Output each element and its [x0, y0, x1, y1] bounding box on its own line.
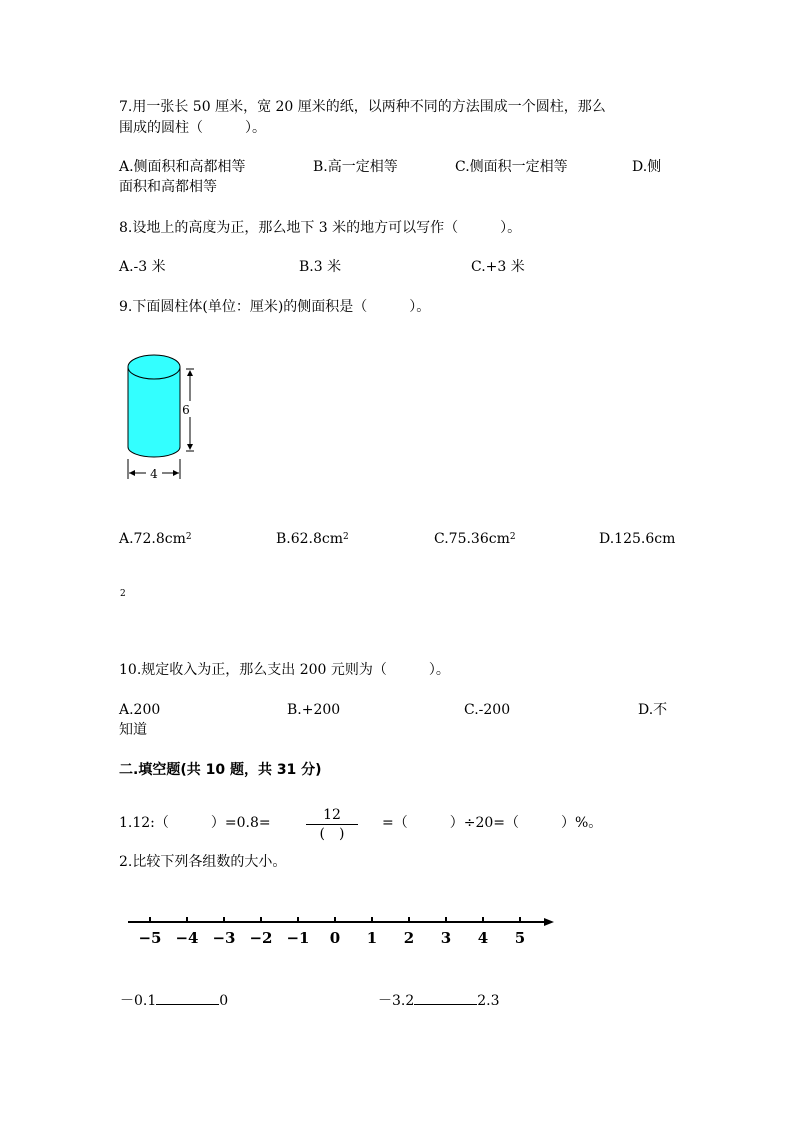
- f1-part2: =（ ）÷20=（ ）%。: [382, 815, 603, 831]
- q9-option-d-text: D.125.6cm: [599, 531, 676, 547]
- q9-option-b-sup: 2: [343, 532, 349, 542]
- q7-option-b[interactable]: B.高一定相等: [313, 159, 398, 175]
- q9-option-a-text: A.72.8cm: [119, 531, 186, 547]
- q10-option-a[interactable]: A.200: [119, 702, 161, 718]
- number-line-label: 0: [329, 929, 341, 947]
- section-title: 二.填空题(共 10 题，共 31 分): [119, 762, 322, 778]
- q9-option-d[interactable]: [599, 529, 675, 549]
- q7-stem-line1: 7.用一张长 50 厘米，宽 20 厘米的纸，以两种不同的方法围成一个圆柱，那么: [119, 99, 606, 115]
- cylinder-height-label: 6: [182, 403, 190, 417]
- f1-fraction: [302, 806, 362, 843]
- q9-option-a[interactable]: [119, 529, 192, 549]
- number-line-label: −5: [138, 929, 162, 947]
- compare-1-left: －0.1: [120, 993, 157, 1009]
- compare-1-right: 0: [219, 993, 229, 1009]
- q10-option-d[interactable]: D.不: [638, 702, 668, 718]
- q9-option-c-text: C.75.36cm: [434, 531, 510, 547]
- number-line-label: −1: [286, 929, 310, 947]
- f2-stem: 2.比较下列各组数的大小。: [119, 854, 287, 870]
- q9-option-b-text: B.62.8cm: [276, 531, 344, 547]
- q8-option-a[interactable]: A.-3 米: [119, 259, 166, 275]
- number-line-label: 3: [440, 929, 452, 947]
- number-line-label: 1: [366, 929, 378, 947]
- q9-option-d-sup-wrap: 2: [120, 589, 126, 599]
- compare-1: [120, 990, 228, 1011]
- q7-option-d-wrap: 面积和高都相等: [119, 179, 217, 195]
- q8-option-b[interactable]: B.3 米: [299, 259, 342, 275]
- q10-option-c[interactable]: C.-200: [464, 702, 511, 718]
- number-line-arrow: [544, 918, 554, 926]
- compare-2-blank[interactable]: [414, 990, 477, 1005]
- q8-stem: 8.设地上的高度为正，那么地下 3 米的地方可以写作（ ）。: [119, 220, 522, 236]
- compare-2-left: －3.2: [378, 993, 415, 1009]
- number-line: [120, 905, 565, 955]
- number-line-label: −3: [212, 929, 236, 947]
- number-line-label: 4: [477, 929, 489, 947]
- q8-option-c[interactable]: C.+3 米: [471, 259, 525, 275]
- number-line-label: 5: [514, 929, 526, 947]
- q9-stem: 9.下面圆柱体(单位：厘米)的侧面积是（ ）。: [119, 299, 431, 315]
- q10-stem: 10.规定收入为正，那么支出 200 元则为（ ）。: [119, 662, 450, 678]
- number-line-label: −2: [249, 929, 273, 947]
- q10-option-b[interactable]: B.+200: [287, 702, 341, 718]
- q7-option-d[interactable]: D.侧: [632, 159, 662, 175]
- q9-option-b[interactable]: [276, 529, 349, 549]
- cylinder-top: [128, 355, 180, 379]
- number-line-label: 2: [403, 929, 415, 947]
- f1-fraction-denominator: ( ): [319, 826, 345, 842]
- compare-1-blank[interactable]: [156, 990, 219, 1005]
- cylinder-body: [128, 367, 180, 457]
- q10-option-d-wrap: 知道: [119, 722, 147, 738]
- number-line-label: −4: [175, 929, 199, 947]
- f1-fraction-numerator: 12: [323, 807, 341, 823]
- q7-option-a[interactable]: A.侧面积和高都相等: [119, 159, 246, 175]
- f1-part1: 1.12:（ ）=0.8=: [119, 815, 271, 831]
- q7-option-c[interactable]: C.侧面积一定相等: [455, 159, 568, 175]
- q9-option-c[interactable]: [434, 529, 516, 549]
- compare-2: [378, 990, 500, 1011]
- cylinder-diameter-label: 4: [150, 467, 158, 481]
- cylinder-figure: [118, 345, 208, 485]
- compare-2-right: 2.3: [477, 993, 500, 1009]
- q9-option-a-sup: 2: [185, 532, 192, 542]
- q7-stem-line2: 围成的圆柱（ ）。: [119, 120, 266, 136]
- q9-option-c-sup: 2: [509, 532, 516, 542]
